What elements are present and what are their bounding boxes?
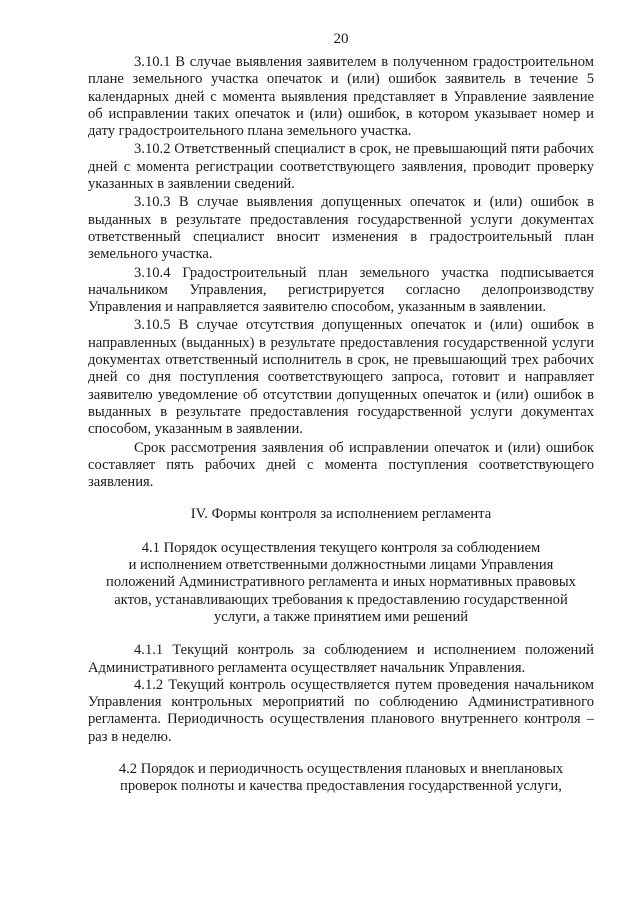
paragraph-3-10-1: 3.10.1 В случае выявления заявителем в полученном градостроительном плане земельного участка опечаток и (или) ошибок заявитель в течение 5 календарных дней с момента выявления представляет в Управление заявление об исправлении таких опечаток и (или) ошибок, в котором указывает номер и дату градостроительного плана земельного участка.: [88, 54, 594, 140]
paragraph-3-10-4: 3.10.4 Градостроительный план земельного участка подписывается начальником Управления, регистрируется согласно делопроизводству Управления и направляется заявителю способом, указанным в заявлении.: [88, 264, 594, 316]
subsection-4-1-title: 4.1 Порядок осуществления текущего контроля за соблюдением и исполнением ответственными должностными лицами Управления положений Административного регламента и иных нормативных правовых актов, устанавливающих требования к предоставлению государственной услуги, а также принятием ими решений: [106, 539, 576, 625]
paragraph-review-term: Срок рассмотрения заявления об исправлении опечаток и (или) ошибок составляет пять рабочих дней с момента поступления соответствующего заявления.: [88, 439, 594, 491]
paragraph-4-1-1: 4.1.1 Текущий контроль за соблюдением и исполнением положений Административного регламента осуществляет начальник Управления.: [88, 642, 594, 676]
section-title: IV. Формы контроля за исполнением регламента: [190, 506, 492, 523]
paragraph-4-1-2: 4.1.2 Текущий контроль осуществляется путем проведения начальником Управления контрольных мероприятий по соблюдению Административного регламента. Периодичность осуществления планового внутреннего контроля – раз в неделю.: [88, 676, 594, 745]
page-number: 20: [333, 31, 349, 47]
paragraph-3-10-3: 3.10.3 В случае выявления допущенных опечаток и (или) ошибок в выданных в результате предоставления государственной услуги документах ответственный специалист вносит изменения в градостроительный план земельного участка.: [88, 194, 594, 263]
paragraph-3-10-5: 3.10.5 В случае отсутствия допущенных опечаток и (или) ошибок в направленных (выданных) в результате предоставления государственной услуги документах ответственный исполнитель в срок, не превышающий трех рабочих дней со дня поступления соответствующего запроса, готовит и направляет заявителю уведомление об отсутствии допущенных опечаток и (или) ошибок в выданных в результате предоставления государственной услуги документах способом, указанным в заявлении.: [88, 317, 594, 438]
subsection-4-2-title: 4.2 Порядок и периодичность осуществления плановых и внеплановых проверок полноты и качества предоставления государственной услуги,: [118, 760, 564, 795]
paragraph-3-10-2: 3.10.2 Ответственный специалист в срок, не превышающий пяти рабочих дней с момента регистрации соответствующего заявления, проводит проверку указанных в заявлении сведений.: [88, 141, 594, 193]
